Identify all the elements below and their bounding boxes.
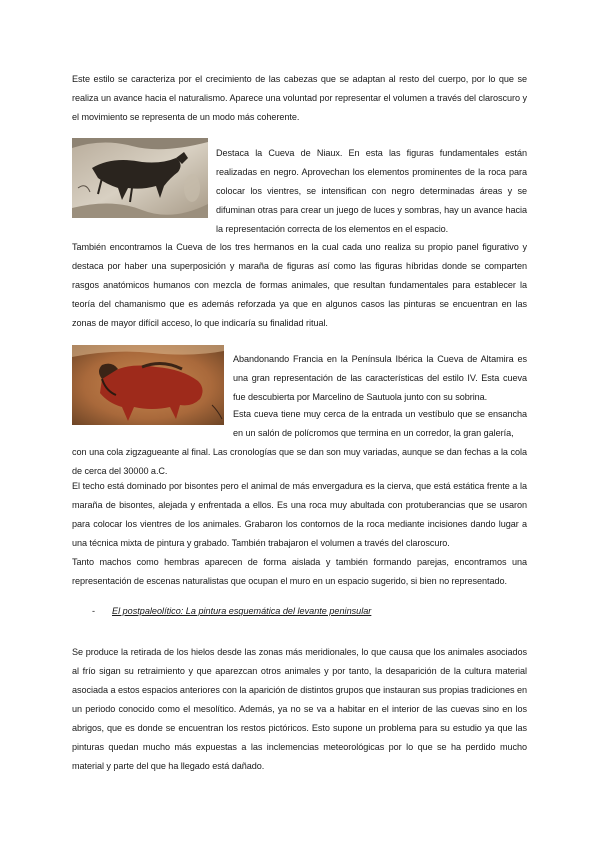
paragraph-niaux: Destaca la Cueva de Niaux. En esta las figuras fundamentales están realizadas en negro. Aprovechan los elementos prominentes de la roca para colocar los vientres, se intensifican con negro determinadas áreas y se difuminan otras para crear un juego de luces y sombras, hay un avance hacia la representación correcta de los elementos en el espacio. bbox=[216, 148, 527, 234]
section-heading bbox=[92, 603, 371, 619]
section-title: El postpaleolítico: La pintura esquemática del levante peninsular bbox=[112, 606, 372, 616]
paragraph-altamira-chronology: con una cola zigzagueante al final. Las cronologías que se dan son muy variadas, aunque se dan fechas a la cola de cerca del 30000 a.C. bbox=[72, 447, 527, 476]
paragraph-scenes: Tanto machos como hembras aparecen de forma aislada y también formando parejas, encontramos una representación de escenas naturalistas que ocupan el muro en un espacio sugerido, si bien no representado. bbox=[72, 557, 527, 586]
paragraph-style-iv-intro: Este estilo se caracteriza por el crecimiento de las cabezas que se adaptan al resto del cuerpo, por lo que se realiza un avance hacia el naturalismo. Aparece una voluntad por representar el volumen a través del claroscuro y el movimiento se representa de un modo más coherente. bbox=[72, 74, 527, 122]
paragraph-altamira: Abandonando Francia en la Península Ibérica la Cueva de Altamira es una gran representación de las características del estilo IV. Esta cueva fue descubierta por Marcelino de Sautuola junto con su sobrina. bbox=[233, 354, 527, 402]
paragraph-altamira-vestibule: Esta cueva tiene muy cerca de la entrada un vestíbulo que se ensancha en un salón de polícromos que termina en un corredor, la gran galería, bbox=[233, 409, 527, 438]
paragraph-postpaleolitico: Se produce la retirada de los hielos desde las zonas más meridionales, lo que causa que los animales asociados al frío sigan su retraimiento y que aparezcan otros animales y por tanto, la desaparición de la cultura material asociada a estos espacios anteriores con la aparición de distintos grupos que instauran sus propias tradiciones en un periodo conocido como el mesolítico. Además, ya no se va a habitar en el interior de las cuevas sino en los abrigos, que es donde se encuentran los restos pictóricos. Esto supone un problema para su estudio ya que las pinturas quedan mucho más expuestas a las inclemencias meteorológicas por lo que se ha perdido mucho material y parte del que ha llegado está dañado. bbox=[72, 647, 527, 771]
bullet-dash: - bbox=[92, 606, 96, 616]
paragraph-altamira-ceiling: El techo está dominado por bisontes pero el animal de más envergadura es la cierva, que está estática frente a la maraña de bisontes, alejada y enfrentada a ellos. Es una roca muy abultada con protuberancias que se usaron para colocar los vientres de los animales. Grabaron los contornos de la roca mediante incisiones dando lugar a una técnica mixta de pintura y grabado. También trabajaron el volumen a través del claroscuro. bbox=[72, 481, 527, 548]
altamira-bison-image bbox=[72, 345, 224, 425]
paragraph-tres-hermanos: También encontramos la Cueva de los tres hermanos en la cual cada uno realiza su propio panel figurativo y destaca por haber una superposición y maraña de figuras así como las figuras híbridas donde se comparten rasgos anatómicos humanos con mezcla de formas animales, que resultan fundamentales para establecer la teoría del chamanismo que es además reforzada ya que en algunos casos las pinturas se encuentran en las zonas de mayor difícil acceso, lo que indicaría su finalidad ritual. bbox=[72, 242, 527, 328]
niaux-cave-image bbox=[72, 138, 208, 218]
